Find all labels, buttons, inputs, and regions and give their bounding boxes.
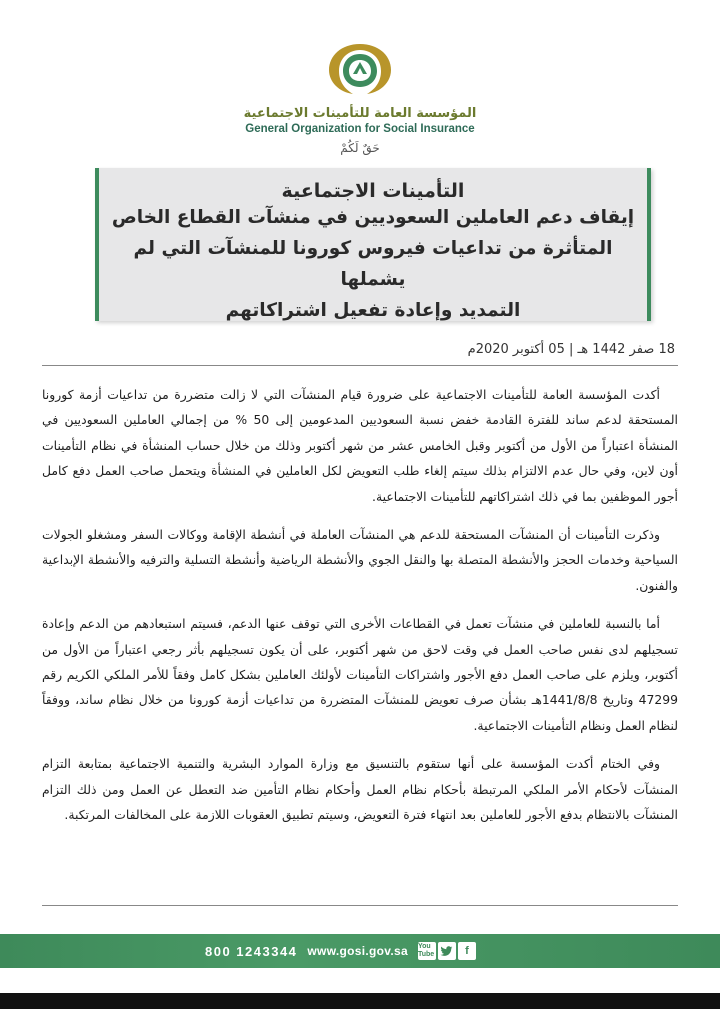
header (0, 40, 720, 155)
social-links (418, 942, 476, 960)
facebook-label: f (465, 945, 469, 957)
title-line: إيقاف دعم العاملين السعوديين في منشآت القطاع الخاص (111, 207, 635, 228)
footer (205, 939, 476, 963)
title-box (95, 168, 651, 321)
facebook-icon[interactable] (458, 942, 476, 960)
youtube-icon[interactable] (418, 942, 436, 960)
title-line: التمديد وإعادة تفعيل اشتراكاتهم (225, 300, 521, 321)
footer-website-link[interactable]: www.gosi.gov.sa (307, 944, 408, 958)
twitter-icon[interactable] (438, 942, 456, 960)
org-name-english: General Organization for Social Insurance (245, 123, 475, 135)
publish-date: 18 صفر 1442 هـ | 05 أكتوبر 2020م (467, 342, 675, 357)
article-body (42, 382, 678, 841)
paragraph: أكدت المؤسسة العامة للتأمينات الاجتماعية على ضرورة قيام المنشآت التي لا زالت متضررة من تداعيات أزمة كورونا المستحقة لدعم ساند للفترة القادمة خفض نسبة السعوديين المدعومين إلى 50 % من إجمالي العاملين السعوديين في المنشأة اعتباراً من الأول من أكتوبر وقبل الخامس عشر من شهر أكتوبر وذلك من خلال حساب المنشأة في نظام التأمينات أون لاين، وفي حال عدم الالتزام بذلك سيتم إلغاء طلب التعويض لكل العاملين في المنشأة ويتحمل صاحب العمل دفع كامل أجور الموظفين بما في ذلك اشتراكاتهم للتأمينات الاجتماعية. (42, 387, 678, 504)
paragraph: وذكرت التأمينات أن المنشآت المستحقة للدعم هي المنشآت العاملة في أنشطة الإقامة ووكالات السفر ومشغلو الجولات السياحية وخدمات الحجز والأنشطة المتصلة بها والنقل الجوي والأنشطة الرياضية وأنشطة التسلية والترفيه والأنشطة الإبداعية والفنون. (42, 527, 678, 593)
title-heading: التأمينات الاجتماعية (281, 180, 465, 202)
bottom-edge (0, 993, 720, 1009)
title-line: المتأثرة من تداعيات فيروس كورونا للمنشآت التي لم يشملها (133, 238, 613, 290)
divider-bottom (42, 905, 678, 906)
footer-phone: 800 1243344 (205, 943, 298, 959)
youtube-label: You Tube (417, 943, 435, 958)
paragraph: وفي الختام أكدت المؤسسة على أنها ستقوم بالتنسيق مع وزارة الموارد البشرية والتنمية الاجتماعية بمتابعة التزام المنشآت لأحكام الأمر الملكي المرتبطة بأحكام نظام العمل وأحكام نظام التأمين ضد التعطل عن العمل ومن ذلك التزام المنشآت بالانتظام بدفع الأجور للعاملين بعد انتهاء فترة التعويض، وسيتم تطبيق العقوبات اللازمة على المخالفات المرتكبة. (42, 756, 678, 823)
twitter-bird-glyph (440, 946, 453, 957)
gosi-logo-icon (323, 40, 397, 98)
divider-top (42, 365, 678, 366)
org-name-arabic: المؤسسة العامة للتأمينات الاجتماعية (243, 106, 477, 121)
slogan: حَقٌ لَكُمْ (340, 141, 380, 155)
paragraph: أما بالنسبة للعاملين في منشآت تعمل في القطاعات الأخرى التي توقف عنها الدعم، فسيتم استبعادهم من الدعم وإعادة تسجيلهم لدى نفس صاحب العمل في وقت لاحق من شهر أكتوبر، على أن يكون تسجيلهم بأثر رجعي اعتباراً من الأول من أكتوبر، ويلزم على صاحب العمل دفع الأجور واشتراكات التأمينات لأولئك العاملين بشكل كامل وفقاً للأمر الملكي الكريم رقم 47299 وتاريخ 1441/8/8هـ بشأن صرف تعويض للمنشآت المتضررة من تداعيات أزمة كورونا من خلال نظام ساند، ووفقاً لنظام العمل ونظام التأمينات الاجتماعية. (42, 616, 679, 733)
